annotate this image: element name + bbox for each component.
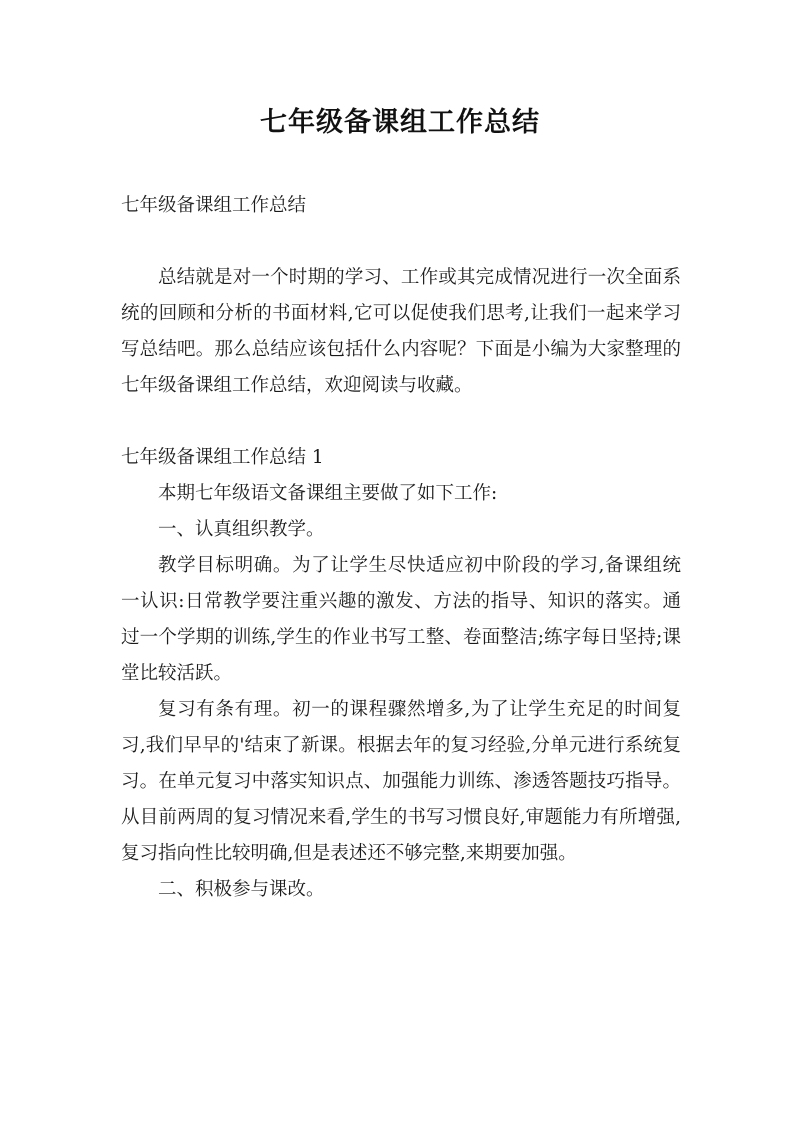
document-body	[121, 188, 681, 908]
section-heading: 七年级备课组工作总结 1	[121, 447, 324, 468]
numbered-heading: 二、积极参与课改。	[158, 879, 325, 900]
body-paragraph: 本期七年级语文备课组主要做了如下工作:	[158, 483, 498, 504]
body-paragraph: 复习有条有理。初一的课程骤然增多,为了让学生充足的时间复习,我们早早的'结束了新课。根据去年的复习经验,分单元进行系统复习。在单元复习中落实知识点、加强能力训练、渗透答题技巧指导。从目前两周的复习情况来看,学生的书写习惯良好,审题能力有所增强,复习指向性比较明确,但是表述还不够完整,来期要加强。	[121, 699, 681, 864]
numbered-heading: 一、认真组织教学。	[158, 519, 325, 540]
document-title: 七年级备课组工作总结	[260, 107, 540, 138]
intro-paragraph: 总结就是对一个时期的学习、工作或其完成情况进行一次全面系统的回顾和分析的书面材料,它可以促使我们思考,让我们一起来学习写总结吧。那么总结应该包括什么内容呢？下面是小编为大家整理的七年级备课组工作总结，欢迎阅读与收藏。	[121, 267, 681, 396]
document-subtitle: 七年级备课组工作总结	[121, 195, 307, 216]
body-paragraph: 教学目标明确。为了让学生尽快适应初中阶段的学习,备课组统一认识:日常教学要注重兴趣的激发、方法的指导、知识的落实。通过一个学期的训练,学生的作业书写工整、卷面整洁;练字每日坚持;课堂比较活跃。	[121, 555, 681, 684]
